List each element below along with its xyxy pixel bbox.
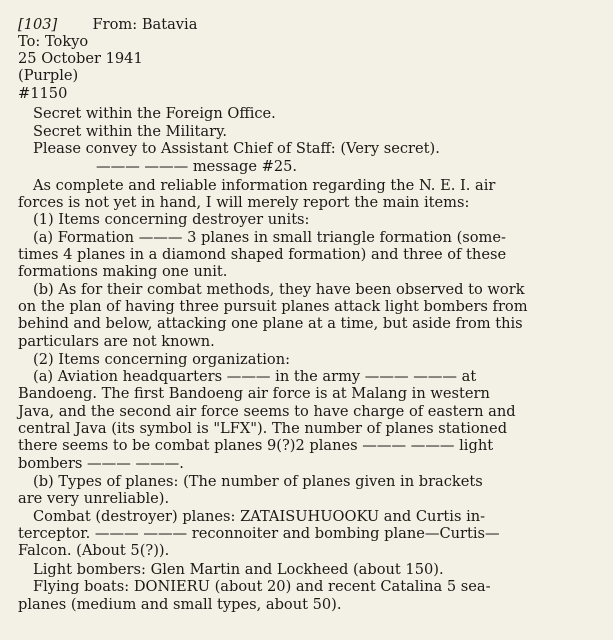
date-line: 25 October 1941 [18, 50, 143, 67]
body-line: (2) Items concerning organization: [33, 351, 291, 368]
body-line: Please convey to Assistant Chief of Staff: (Very secret). [33, 140, 440, 157]
body-line: Secret within the Foreign Office. [33, 105, 276, 122]
body-line: terceptor. ——— ——— reconnoiter and bombing plane—Curtis— [18, 525, 500, 542]
body-line: times 4 planes in a diamond shaped formation) and three of these [18, 246, 507, 263]
body-line: on the plan of having three pursuit planes attack light bombers from [18, 298, 528, 315]
message-number: #1150 [18, 85, 68, 102]
body-line: Falcon. (About 5(?)). [18, 542, 170, 559]
body-line: (b) Types of planes: (The number of planes given in brackets [33, 473, 483, 490]
document-ref-number: [103] [18, 16, 58, 33]
body-line: central Java (its symbol is "LFX"). The number of planes stationed [18, 420, 508, 437]
body-line: As complete and reliable information regarding the N. E. I. air [33, 177, 496, 194]
body-line: (1) Items concerning destroyer units: [33, 211, 310, 228]
body-line: bombers ——— ———. [18, 455, 184, 472]
body-line: are very unreliable). [18, 490, 170, 507]
body-line: (b) As for their combat methods, they have been observed to work [33, 281, 525, 298]
body-line: Java, and the second air force seems to have charge of eastern and [18, 403, 516, 420]
from-line: From: Batavia [92, 16, 198, 33]
header-line [18, 16, 218, 33]
body-line: (a) Aviation headquarters ——— in the army ——— ——— at [33, 368, 477, 385]
body-line: particulars are not known. [18, 333, 215, 350]
body-line: (a) Formation ——— 3 planes in small triangle formation (some- [33, 229, 506, 246]
body-line: planes (medium and small types, about 50). [18, 596, 342, 613]
body-line: Combat (destroyer) planes: ZATAISUHUOOKU and Curtis in- [33, 508, 486, 525]
body-line: formations making one unit. [18, 263, 228, 280]
body-line: Flying boats: DONIERU (about 20) and recent Catalina 5 sea- [33, 578, 491, 595]
body-line: Bandoeng. The first Bandoeng air force is at Malang in western [18, 385, 490, 402]
body-line: ——— ——— message #25. [96, 158, 298, 175]
system-line: (Purple) [18, 67, 79, 84]
to-line: To: Tokyo [18, 33, 89, 50]
body-line: forces is not yet in hand, I will merely report the main items: [18, 194, 470, 211]
body-line: behind and below, attacking one plane at a time, but aside from this [18, 315, 523, 332]
body-line: Light bombers: Glen Martin and Lockheed (about 150). [33, 561, 444, 578]
body-line: Secret within the Military. [33, 123, 228, 140]
body-line: there seems to be combat planes 9(?)2 planes ——— ——— light [18, 437, 494, 454]
